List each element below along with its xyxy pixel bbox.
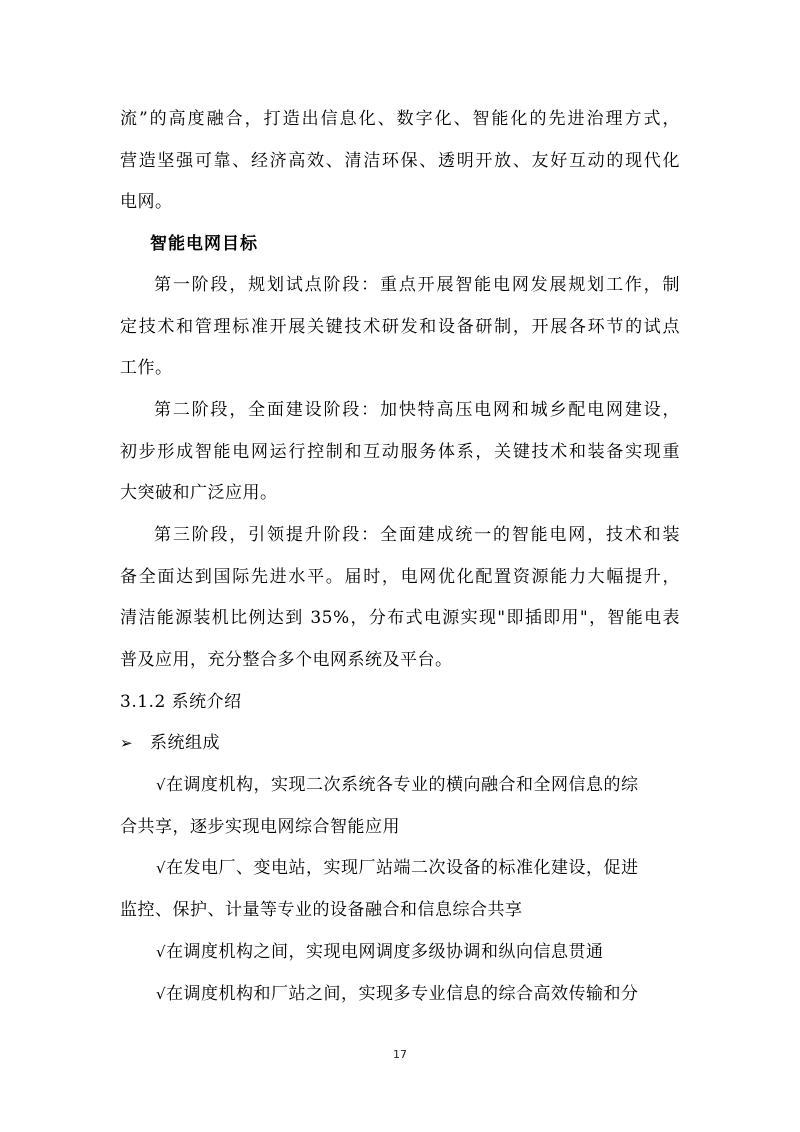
item2-line-2: 监控、保护、计量等专业的设备融合和信息综合共享 — [120, 900, 523, 920]
check-icon: √ — [156, 776, 167, 794]
page-number: 17 — [393, 1048, 407, 1061]
subsection-heading: 3.1.2 系统介绍 — [120, 692, 242, 712]
phase3-line-3: 清洁能源装机比例达到 35%，分布式电源实现"即插即用"，智能电表 — [120, 608, 680, 628]
phase1-line-3: 工作。 — [120, 358, 173, 378]
item1-line-2: 合共享，逐步实现电网综合智能应用 — [120, 817, 400, 837]
phase3-line-4: 普及应用，充分整合多个电网系统及平台。 — [120, 650, 453, 670]
intro-line-2: 营造坚强可靠、经济高效、清洁环保、透明开放、友好互动的现代化 — [120, 151, 680, 171]
item1-first-line — [156, 773, 639, 797]
phase2-line-3: 大突破和广泛应用。 — [120, 483, 278, 503]
item4-line-1: 在调度机构和厂站之间，实现多专业信息的综合高效传输和分 — [166, 984, 639, 1004]
phase1-line-2: 定技术和管理标准开展关键技术研发和设备研制，开展各环节的试点 — [120, 317, 680, 337]
intro-line-3: 电网。 — [120, 192, 173, 212]
phase3-line-1: 第三阶段，引领提升阶段：全面建成统一的智能电网，技术和装 — [154, 525, 680, 545]
item3-line-1: 在调度机构之间，实现电网调度多级协调和纵向信息贯通 — [166, 942, 604, 962]
item4-first-line — [156, 982, 639, 1006]
item3-first-line — [156, 940, 604, 964]
intro-line-1: 流”的高度融合，打造出信息化、数字化、智能化的先进治理方式， — [120, 109, 680, 129]
phase2-line-2: 初步形成智能电网运行控制和互动服务体系，关键技术和装备实现重 — [120, 442, 680, 462]
section-heading: 智能电网目标 — [150, 234, 258, 254]
arrow-bullet-icon: ➢ — [120, 734, 133, 752]
phase1-line-1: 第一阶段，规划试点阶段：重点开展智能电网发展规划工作，制 — [154, 275, 680, 295]
check-icon: √ — [156, 943, 167, 961]
phase3-line-2: 备全面达到国际先进水平。届时，电网优化配置资源能力大幅提升， — [120, 567, 680, 587]
item2-line-1: 在发电厂、变电站，实现厂站端二次设备的标准化建设，促进 — [166, 858, 639, 878]
phase2-line-1: 第二阶段，全面建设阶段：加快特高压电网和城乡配电网建设， — [154, 400, 680, 420]
item1-line-1: 在调度机构，实现二次系统各专业的横向融合和全网信息的综 — [166, 775, 639, 795]
bullet-title: 系统组成 — [150, 733, 220, 753]
check-icon: √ — [156, 859, 167, 877]
item2-first-line — [156, 856, 639, 880]
check-icon: √ — [156, 985, 167, 1003]
